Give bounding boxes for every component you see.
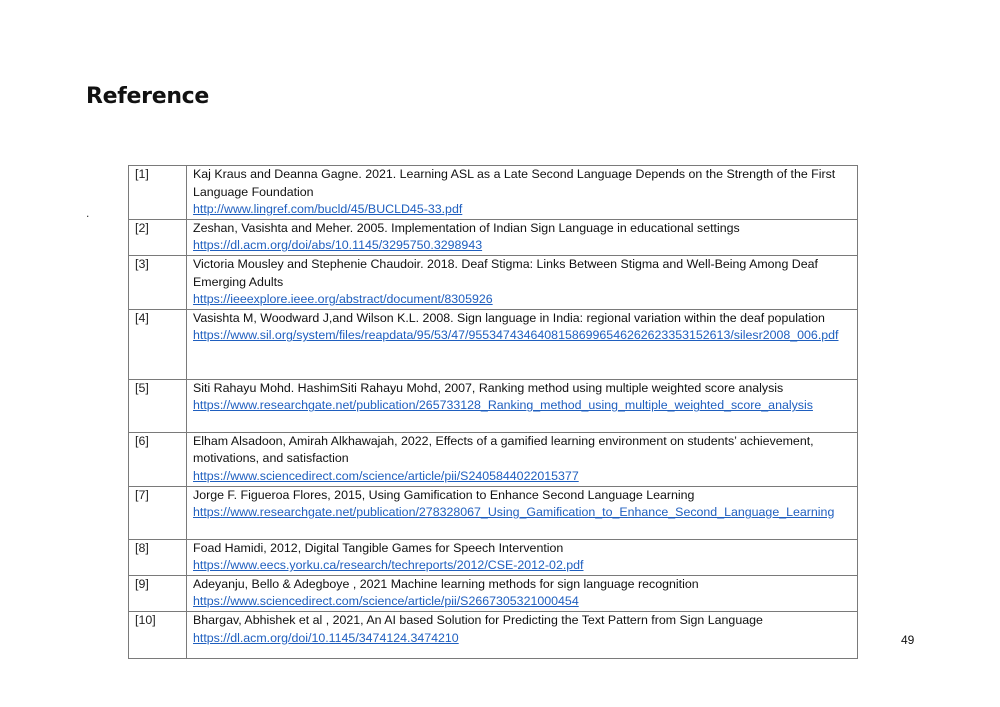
reference-number: [2] bbox=[129, 219, 187, 255]
reference-link[interactable]: https://dl.acm.org/doi/abs/10.1145/3295750.3298943 bbox=[193, 238, 483, 253]
reference-entry bbox=[187, 255, 858, 309]
stray-mark: . bbox=[86, 206, 90, 220]
reference-number: [6] bbox=[129, 432, 187, 486]
reference-citation: Victoria Mousley and Stephenie Chaudoir. 2018. Deaf Stigma: Links Between Stigma and Well-Being Among Deaf Emerging Adults bbox=[193, 256, 818, 289]
reference-entry bbox=[187, 432, 858, 486]
reference-row bbox=[129, 219, 858, 255]
page-number: 49 bbox=[901, 633, 915, 647]
reference-row bbox=[129, 379, 858, 432]
reference-citation: Bhargav, Abhishek et al , 2021, An AI based Solution for Predicting the Text Pattern from Sign Language bbox=[193, 612, 763, 627]
reference-number: [10] bbox=[129, 611, 187, 658]
reference-citation: Vasishta M, Woodward J,and Wilson K.L. 2008. Sign language in India: regional variation within the deaf population bbox=[193, 310, 825, 325]
reference-entry bbox=[187, 575, 858, 611]
reference-row bbox=[129, 309, 858, 379]
page-title: Reference bbox=[86, 84, 210, 109]
reference-number: [8] bbox=[129, 539, 187, 575]
reference-number: [4] bbox=[129, 309, 187, 379]
reference-citation: Foad Hamidi, 2012, Digital Tangible Games for Speech Intervention bbox=[193, 540, 564, 555]
reference-row bbox=[129, 432, 858, 486]
reference-citation: Jorge F. Figueroa Flores, 2015, Using Gamification to Enhance Second Language Learning bbox=[193, 487, 695, 502]
reference-number: [5] bbox=[129, 379, 187, 432]
reference-entry bbox=[187, 309, 858, 379]
reference-entry bbox=[187, 539, 858, 575]
reference-row bbox=[129, 166, 858, 220]
reference-link[interactable]: https://www.researchgate.net/publication/265733128_Ranking_method_using_multiple_weighted_score_analysis bbox=[193, 398, 813, 413]
reference-entry bbox=[187, 611, 858, 658]
reference-table bbox=[128, 165, 858, 659]
reference-row bbox=[129, 486, 858, 539]
reference-number: [9] bbox=[129, 575, 187, 611]
reference-number: [3] bbox=[129, 255, 187, 309]
reference-entry bbox=[187, 379, 858, 432]
reference-citation: Elham Alsadoon, Amirah Alkhawajah, 2022, Effects of a gamified learning environment on students’ achievement, motivations, and satisfaction bbox=[193, 433, 814, 466]
reference-entry bbox=[187, 219, 858, 255]
reference-citation: Zeshan, Vasishta and Meher. 2005. Implementation of Indian Sign Language in educational settings bbox=[193, 220, 740, 235]
reference-citation: Kaj Kraus and Deanna Gagne. 2021. Learning ASL as a Late Second Language Depends on the Strength of the First Language Foundation bbox=[193, 167, 836, 199]
reference-entry bbox=[187, 486, 858, 539]
reference-citation: Siti Rahayu Mohd. HashimSiti Rahayu Mohd, 2007, Ranking method using multiple weighted score analysis bbox=[193, 380, 784, 395]
reference-number: [7] bbox=[129, 486, 187, 539]
reference-number: [1] bbox=[129, 166, 187, 220]
reference-citation: Adeyanju, Bello & Adegboye , 2021 Machine learning methods for sign language recognition bbox=[193, 576, 699, 591]
reference-link[interactable]: https://dl.acm.org/doi/10.1145/3474124.3474210 bbox=[193, 630, 459, 645]
reference-row bbox=[129, 575, 858, 611]
reference-row bbox=[129, 539, 858, 575]
reference-link[interactable]: https://www.researchgate.net/publication/278328067_Using_Gamification_to_Enhance_Second_Language_Learning bbox=[193, 505, 835, 520]
reference-link[interactable]: https://www.sciencedirect.com/science/article/pii/S2667305321000454 bbox=[193, 594, 579, 609]
reference-link[interactable]: https://www.sciencedirect.com/science/article/pii/S2405844022015377 bbox=[193, 468, 579, 483]
reference-link[interactable]: https://ieeexplore.ieee.org/abstract/document/8305926 bbox=[193, 292, 493, 307]
reference-link[interactable]: https://www.sil.org/system/files/reapdata/95/53/47/95534743464081586996546262623353152613/silesr2008_006.pdf bbox=[193, 328, 839, 343]
reference-row bbox=[129, 255, 858, 309]
reference-link[interactable]: https://www.eecs.yorku.ca/research/techreports/2012/CSE-2012-02.pdf bbox=[193, 558, 584, 573]
reference-entry bbox=[187, 166, 858, 220]
reference-row bbox=[129, 611, 858, 658]
reference-link[interactable]: http://www.lingref.com/bucld/45/BUCLD45-33.pdf bbox=[193, 202, 463, 217]
